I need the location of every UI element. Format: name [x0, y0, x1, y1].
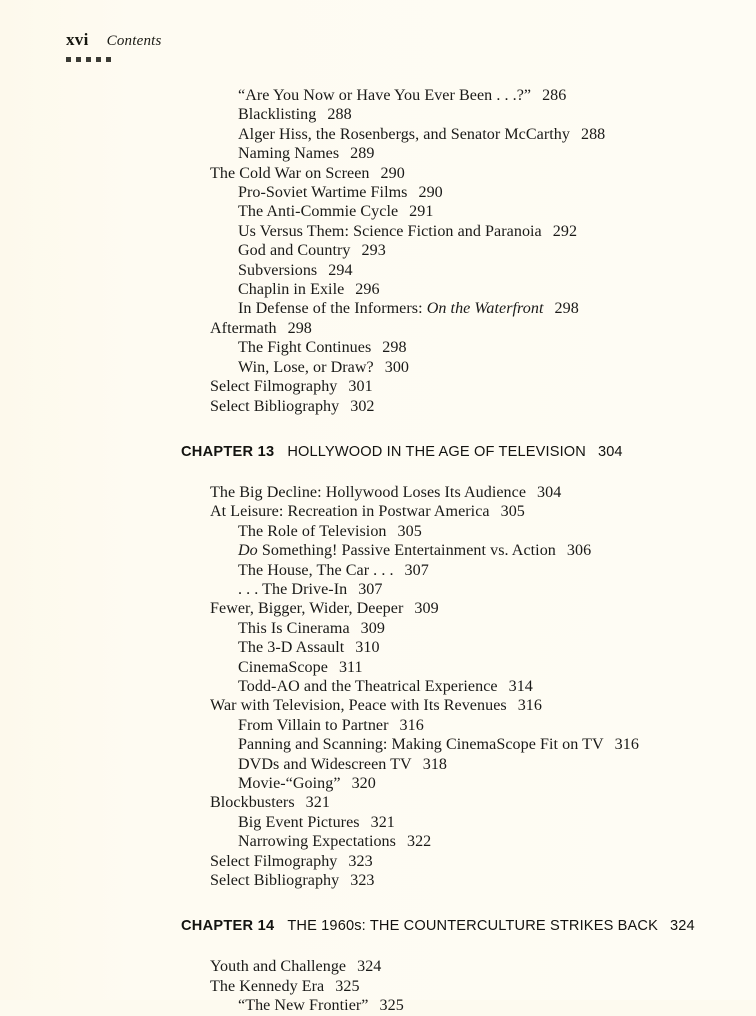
toc-entry-title: Win, Lose, or Draw?: [238, 358, 374, 376]
toc-entry-title: The House, The Car . . .: [238, 561, 394, 579]
toc-entry[interactable]: [0, 222, 756, 241]
chapter-heading[interactable]: [0, 917, 756, 936]
toc-entry-title: Movie-“Going”: [238, 775, 341, 792]
toc-entry[interactable]: [0, 358, 756, 377]
toc-entry-title: In Defense of the Informers: On the Waterfront: [238, 300, 544, 318]
toc-entry[interactable]: [0, 813, 756, 832]
toc-entry-page-number: 325: [335, 977, 360, 995]
toc-entry-page-number: 294: [328, 261, 353, 279]
ornament-squares: [66, 57, 111, 62]
toc-entry[interactable]: [0, 483, 756, 502]
toc-entry-title: The Anti-Commie Cycle: [238, 203, 399, 221]
chapter-heading[interactable]: [0, 443, 756, 462]
toc-entry-title: “Are You Now or Have You Ever Been . . .?”: [238, 87, 532, 104]
toc-entry-title: Select Filmography: [210, 378, 338, 396]
toc-entry-page-number: 310: [355, 639, 380, 657]
toc-entry[interactable]: [0, 261, 756, 280]
toc-entry[interactable]: [0, 793, 756, 812]
table-of-contents: [0, 86, 756, 1016]
toc-entry-page-number: 307: [404, 561, 429, 579]
toc-entry[interactable]: [0, 125, 756, 144]
ornament-square: [106, 57, 111, 62]
toc-entry-page-number: 302: [350, 397, 375, 415]
toc-entry-title: War with Television, Peace with Its Revenues: [210, 697, 507, 715]
toc-entry-page-number: 316: [614, 736, 639, 754]
toc-entry-title: Naming Names: [238, 145, 340, 163]
toc-entry-page-number: 292: [552, 222, 578, 240]
toc-entry-title: Blacklisting: [238, 106, 317, 124]
toc-entry-page-number: 323: [350, 872, 375, 890]
toc-entry-page-number: 286: [542, 87, 567, 104]
toc-entry-page-number: 311: [338, 658, 363, 676]
toc-entry-title: Pro-Soviet Wartime Films: [238, 184, 408, 202]
toc-entry-page-number: 305: [500, 503, 525, 521]
toc-entry[interactable]: [0, 996, 756, 1015]
toc-entry-page-number: 298: [382, 339, 407, 357]
ornament-square: [86, 57, 91, 62]
toc-entry-page-number: 288: [580, 125, 606, 143]
toc-entry-page-number: 298: [287, 319, 312, 337]
toc-entry[interactable]: [0, 774, 756, 793]
toc-entry-title: Select Bibliography: [210, 397, 340, 415]
toc-entry-title: Do Something! Passive Entertainment vs. Action: [238, 542, 556, 560]
toc-entry-title: “The New Frontier”: [238, 997, 369, 1015]
toc-entry-title: The Kennedy Era: [210, 977, 325, 995]
toc-entry-page-number: 296: [355, 281, 380, 299]
toc-entry[interactable]: [0, 105, 756, 124]
toc-entry-page-number: 305: [397, 522, 422, 540]
toc-entry-page-number: 316: [517, 697, 542, 715]
toc-entry-page-number: 290: [380, 164, 405, 182]
toc-entry[interactable]: [0, 183, 756, 202]
chapter-title: HOLLYWOOD IN THE AGE OF TELEVISION: [287, 443, 586, 460]
toc-entry[interactable]: [0, 502, 756, 521]
toc-entry-title: Aftermath: [210, 319, 277, 337]
toc-entry-title: . . . The Drive-In: [238, 580, 348, 598]
toc-entry-title: The Fight Continues: [238, 339, 372, 357]
toc-entry-title: Chaplin in Exile: [238, 281, 345, 299]
chapter-page-number: 304: [598, 443, 623, 460]
section-spacer: [0, 416, 756, 443]
toc-entry[interactable]: [0, 319, 756, 338]
toc-entry-title: The Cold War on Screen: [210, 164, 370, 182]
toc-entry-title: Todd-AO and the Theatrical Experience: [238, 677, 498, 695]
toc-entry-title: Fewer, Bigger, Wider, Deeper: [210, 600, 404, 618]
toc-entry-page-number: 316: [399, 716, 424, 734]
ornament-square: [76, 57, 81, 62]
chapter-number: CHAPTER 13: [181, 443, 275, 460]
toc-entry[interactable]: [0, 241, 756, 260]
toc-entry-page-number: 320: [351, 775, 376, 792]
toc-entry-title: The 3-D Assault: [238, 639, 345, 657]
toc-entry[interactable]: [0, 299, 756, 318]
toc-entry-page-number: 301: [348, 378, 373, 396]
toc-entry[interactable]: [0, 852, 756, 871]
toc-entry[interactable]: [0, 561, 756, 580]
toc-entry[interactable]: [0, 580, 756, 599]
toc-entry-page-number: 309: [414, 600, 439, 618]
toc-entry[interactable]: [0, 957, 756, 976]
toc-entry[interactable]: [0, 338, 756, 357]
toc-entry-page-number: 298: [554, 300, 579, 318]
toc-entry-page-number: 314: [508, 677, 533, 695]
toc-entry[interactable]: [0, 280, 756, 299]
toc-entry[interactable]: [0, 202, 756, 221]
toc-entry-page-number: 289: [350, 145, 375, 163]
toc-entry-page-number: 321: [305, 794, 330, 812]
section-spacer: [0, 936, 756, 957]
toc-entry-title: The Big Decline: Hollywood Loses Its Audience: [210, 483, 527, 501]
toc-entry[interactable]: [0, 522, 756, 541]
toc-entry-page-number: 288: [327, 106, 352, 124]
toc-entry[interactable]: [0, 871, 756, 890]
toc-entry-page-number: 290: [418, 184, 443, 202]
ornament-square: [96, 57, 101, 62]
toc-entry[interactable]: [0, 716, 756, 735]
chapter-page-number: 324: [670, 918, 695, 935]
toc-entry-title: Big Event Pictures: [238, 813, 360, 831]
toc-entry-page-number: 306: [566, 542, 592, 560]
toc-entry[interactable]: [0, 397, 756, 416]
toc-entry[interactable]: [0, 735, 756, 754]
toc-entry-page-number: 318: [422, 755, 448, 773]
toc-entry[interactable]: [0, 755, 756, 774]
toc-entry[interactable]: [0, 658, 756, 677]
toc-entry-title: At Leisure: Recreation in Postwar America: [210, 503, 490, 521]
toc-entry-title: Blockbusters: [210, 794, 295, 812]
toc-entry[interactable]: [0, 638, 756, 657]
ornament-square: [66, 57, 71, 62]
toc-entry[interactable]: [0, 619, 756, 638]
toc-entry-title: Us Versus Them: Science Fiction and Paranoia: [238, 222, 542, 240]
toc-entry[interactable]: [0, 377, 756, 396]
running-head-label: Contents: [106, 33, 162, 49]
toc-entry-page-number: 300: [384, 358, 410, 376]
toc-entry-page-number: 321: [370, 813, 395, 831]
toc-entry-title: Narrowing Expectations: [238, 833, 396, 851]
toc-entry-title: Youth and Challenge: [210, 958, 347, 976]
toc-entry[interactable]: [0, 599, 756, 618]
toc-entry-title: Alger Hiss, the Rosenbergs, and Senator McCarthy: [238, 125, 570, 143]
toc-entry[interactable]: [0, 86, 756, 105]
page-folio: xvi: [66, 30, 89, 49]
toc-entry-title: Select Filmography: [210, 852, 338, 870]
toc-entry-page-number: 322: [406, 833, 432, 851]
toc-entry-title: From Villain to Partner: [238, 716, 389, 734]
toc-entry[interactable]: [0, 144, 756, 163]
chapter-title: THE 1960s: THE COUNTERCULTURE STRIKES BACK: [287, 918, 659, 935]
section-spacer: [0, 890, 756, 917]
toc-entry-title: Subversions: [238, 261, 318, 279]
toc-entry[interactable]: [0, 541, 756, 560]
toc-entry-title: DVDs and Widescreen TV: [238, 755, 412, 773]
toc-entry-page-number: 324: [357, 958, 382, 976]
toc-entry[interactable]: [0, 677, 756, 696]
running-head: [66, 30, 162, 50]
toc-entry[interactable]: [0, 977, 756, 996]
toc-entry[interactable]: [0, 832, 756, 851]
section-spacer: [0, 462, 756, 483]
toc-entry-title: This Is Cinerama: [238, 619, 350, 637]
toc-entry-title: CinemaScope: [238, 658, 328, 676]
toc-entry[interactable]: [0, 696, 756, 715]
toc-entry[interactable]: [0, 164, 756, 183]
toc-entry-title: The Role of Television: [238, 522, 387, 540]
toc-entry-page-number: 304: [537, 483, 562, 501]
toc-entry-page-number: 291: [409, 203, 434, 221]
toc-entry-title: God and Country: [238, 242, 351, 260]
toc-entry-page-number: 309: [360, 619, 385, 637]
toc-entry-page-number: 325: [379, 997, 404, 1015]
toc-entry-page-number: 323: [348, 852, 373, 870]
toc-entry-title: Panning and Scanning: Making CinemaScope Fit on TV: [238, 736, 604, 754]
toc-entry-page-number: 293: [361, 242, 386, 260]
toc-entry-page-number: 307: [358, 580, 383, 598]
toc-entry-title: Select Bibliography: [210, 872, 340, 890]
chapter-number: CHAPTER 14: [181, 918, 275, 935]
